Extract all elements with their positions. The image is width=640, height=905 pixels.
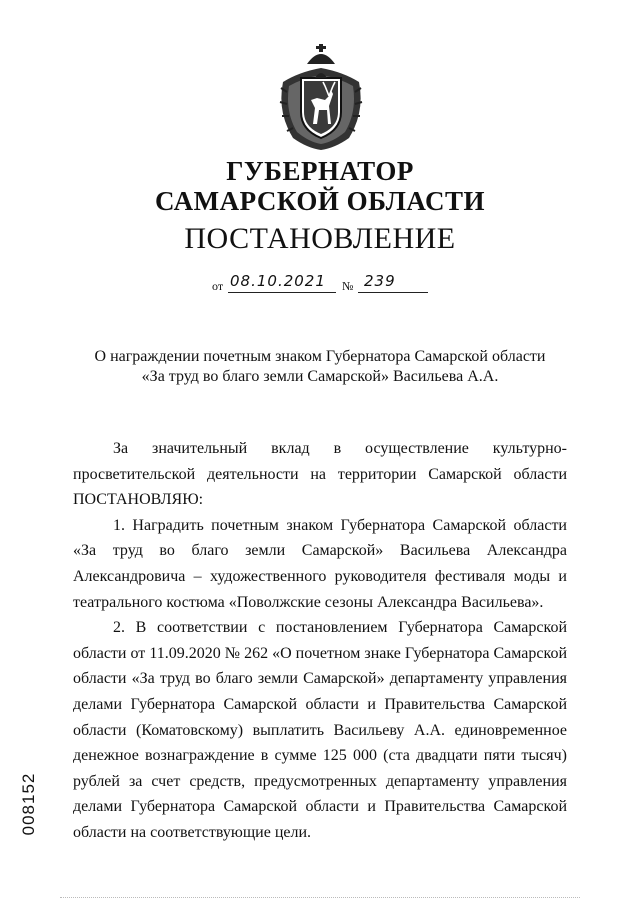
registration-row bbox=[212, 272, 442, 294]
document-body bbox=[73, 436, 567, 846]
coat-of-arms-icon bbox=[273, 42, 369, 152]
subject-line1: О награждении почетным знаком Губернатора Самарской области bbox=[94, 348, 546, 365]
bottom-edge-rule bbox=[60, 897, 580, 898]
number-underline bbox=[358, 292, 428, 293]
org-title-line2: САМАРСКОЙ ОБЛАСТИ bbox=[154, 186, 486, 216]
document-number: 239 bbox=[364, 272, 396, 290]
document-date: 08.10.2021 bbox=[230, 272, 326, 290]
org-title-line1: ГУБЕРНАТОР bbox=[226, 156, 414, 186]
number-prefix-label: № bbox=[342, 279, 354, 293]
item-2-paragraph: 2. В соответствии с постановлением Губернатора Самарской области от 11.09.2020 № 262 «О почетном знаке Губернатора Самарской области «За труд во благо земли Самарской» департаменту управления делами Губернатора Самарской области и Правительства Самарской области (Коматовскому) выплатить Васильеву А.А. единовременное денежное вознаграждение в сумме 125 000 (ста двадцати пяти тысяч) рублей за счет средств, предусмотренных департаменту управления делами Губернатора Самарской области и Правительства Самарской области на соответствующие цели. bbox=[73, 619, 567, 841]
subject-line2: «За труд во благо земли Самарской» Васильева А.А. bbox=[141, 368, 499, 385]
document-subject bbox=[60, 347, 580, 387]
document-type-title: ПОСТАНОВЛЕНИЕ bbox=[184, 222, 456, 255]
item-1-paragraph: 1. Наградить почетным знаком Губернатора Самарской области «За труд во благо земли Самарской» Васильева Александра Александровича – художественного руководителя фестиваля моды и театрального костюма «Поволжские сезоны Александра Васильева». bbox=[73, 516, 567, 611]
preamble-paragraph: За значительный вклад в осуществление культурно-просветительской деятельности на территории Самарской области ПОСТАНОВЛЯЮ: bbox=[73, 440, 567, 509]
register-number-stamp bbox=[18, 770, 40, 840]
date-prefix-label: от bbox=[212, 279, 224, 293]
register-number: 008152 bbox=[19, 772, 38, 836]
date-underline bbox=[228, 292, 336, 293]
